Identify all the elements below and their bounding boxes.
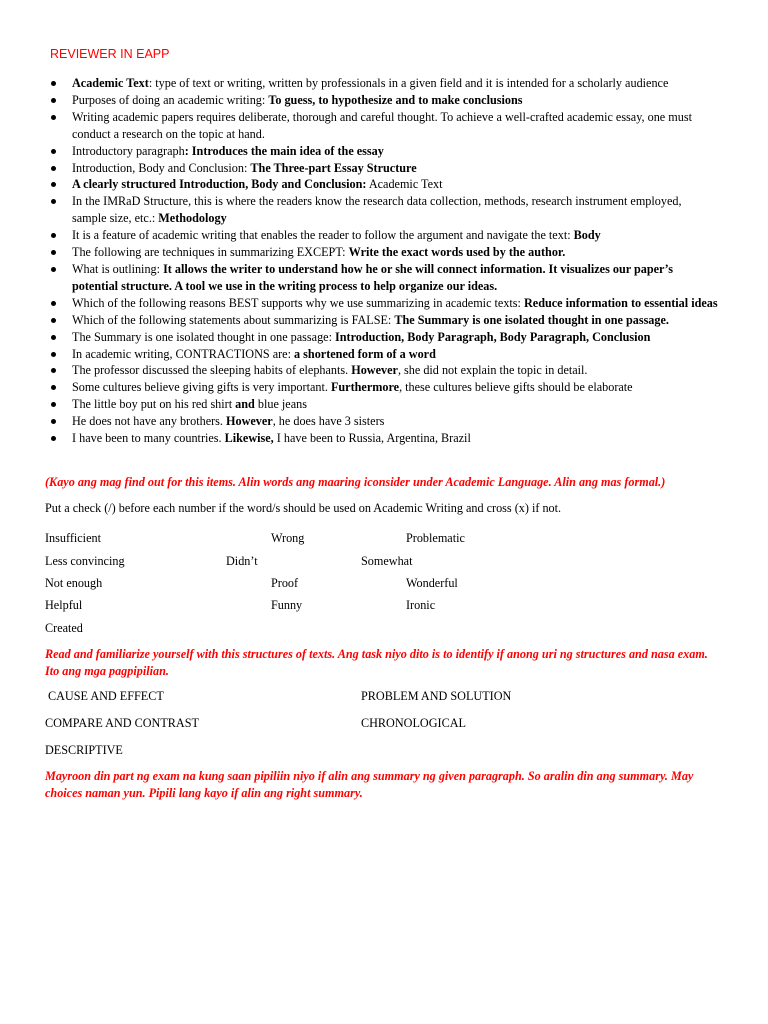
bullet-bold-text: Furthermore — [330, 380, 400, 395]
bullet-text: , these cultures believe gifts should be elaborate — [399, 380, 633, 395]
bullet-text: Which of the following reasons BEST supports why we use summarizing in academic texts: — [72, 295, 524, 310]
bullet-text: What is outlining: — [72, 261, 164, 276]
bullet-item — [72, 75, 718, 92]
word-item: Helpful — [45, 598, 83, 612]
bullet-text: The following are techniques in summarizing EXCEPT: — [72, 245, 349, 260]
bullet-text: blue jeans — [254, 397, 307, 412]
bullet-item — [72, 160, 718, 177]
bullet-text: Academic Text — [366, 177, 443, 192]
bullet-item — [72, 312, 718, 329]
structure-item: DESCRIPTIVE — [45, 743, 123, 757]
word-item: Wonderful — [406, 576, 458, 590]
bullet-text: Introduction, Body and Conclusion: — [72, 160, 251, 175]
bullet-bold-text: : Introduces the main idea of the essay — [184, 143, 384, 158]
bullet-bold-text: A clearly structured Introduction, Body and Conclusion: — [72, 177, 367, 192]
bullet-text: Purposes of doing an academic writing: — [72, 92, 269, 107]
bullet-item — [72, 176, 718, 193]
bullet-text: Some cultures believe giving gifts is very important. — [72, 380, 331, 395]
bullet-item — [72, 244, 718, 261]
reviewer-bullet-list — [72, 75, 718, 447]
bullet-item — [72, 430, 718, 447]
bullet-bold-text: Methodology — [158, 211, 227, 226]
word-item: Insufficient — [45, 531, 101, 545]
check-instruction: Put a check (/) before each number if the word/s should be used on Academic Writing and cross (x) if not. — [45, 501, 562, 515]
bullet-text: I have been to many countries. — [72, 431, 225, 446]
bullet-bold-text: However — [351, 363, 398, 378]
bullet-bold-text: Likewise, — [224, 431, 274, 446]
bullet-item — [72, 379, 718, 396]
word-item: Less convincing — [45, 554, 125, 568]
bullet-item — [72, 329, 718, 346]
word-item: Somewhat — [361, 554, 413, 568]
bullet-bold-text: Write the exact words used by the author. — [348, 245, 566, 260]
bullet-item — [72, 362, 718, 379]
word-item: Not enough — [45, 576, 103, 590]
word-item: Didn’t — [226, 554, 258, 568]
bullet-item — [72, 396, 718, 413]
structure-item: PROBLEM AND SOLUTION — [361, 689, 512, 703]
bullet-text: The Summary is one isolated thought in one passage: — [72, 329, 336, 344]
bullet-text: The professor discussed the sleeping habits of elephants. — [72, 363, 352, 378]
bullet-item — [72, 109, 718, 143]
bullet-bold-text: It allows the writer to understand how he or she will connect information. It visualizes our paper’s potential structure. A tool we use in the writing process to help organize our ideas. — [72, 261, 674, 293]
note-text-structures: Read and familiarize yourself with this structures of texts. Ang task niyo dito is to identify if anong uri ng structures and nasa exam. Ito ang mga pagpipilian. — [45, 647, 708, 678]
bullet-bold-text: Body — [573, 228, 601, 243]
bullet-item — [72, 295, 718, 312]
bullet-text: Writing academic papers requires deliberate, thorough and careful thought. To achieve a well-crafted academic essay, one must conduct a research on the topic at hand. — [72, 109, 692, 141]
bullet-bold-text: Academic Text — [72, 76, 149, 90]
bullet-item — [72, 346, 718, 363]
bullet-item — [72, 413, 718, 430]
bullet-bold-text: Introduction, Body Paragraph, Body Paragraph, Conclusion — [335, 329, 651, 344]
document-title: REVIEWER IN EAPP — [50, 47, 170, 61]
bullet-text: Which of the following statements about summarizing is FALSE: — [72, 312, 395, 327]
bullet-text: It is a feature of academic writing that enables the reader to follow the argument and navigate the text: — [72, 228, 574, 243]
bullet-text: Introductory paragraph — [72, 143, 185, 158]
note-academic-language: (Kayo ang mag find out for this items. Alin words ang maaring iconsider under Academic Language. Alin ang mas formal.) — [45, 475, 666, 489]
bullet-text: The little boy put on his red shirt — [72, 397, 236, 412]
note-summary: Mayroon din part ng exam na kung saan pipiliin niyo if alin ang summary ng given paragraph. So aralin din ang summary. May choices naman yun. Pipili lang kayo if alin ang right summary. — [45, 769, 694, 800]
word-item: Proof — [271, 576, 299, 590]
word-item: Problematic — [406, 531, 465, 545]
bullet-text: , she did not explain the topic in detail. — [397, 363, 588, 378]
structure-item: COMPARE AND CONTRAST — [45, 716, 199, 730]
bullet-text: : type of text or writing, written by professionals in a given field and it is intended for a scholarly audience — [148, 76, 669, 90]
bullet-bold-text: However — [226, 414, 273, 429]
structure-item: CHRONOLOGICAL — [361, 716, 466, 730]
bullet-item — [72, 227, 718, 244]
bullet-bold-text: Reduce information to essential ideas — [523, 295, 718, 310]
bullet-item — [72, 193, 718, 227]
bullet-item — [72, 92, 718, 109]
bullet-item — [72, 143, 718, 160]
bullet-bold-text: and — [235, 397, 255, 412]
bullet-text: In academic writing, CONTRACTIONS are: — [72, 346, 295, 361]
bullet-bold-text: The Summary is one isolated thought in one passage. — [394, 312, 669, 327]
bullet-text: I have been to Russia, Argentina, Brazil — [273, 431, 471, 446]
word-item: Ironic — [406, 598, 436, 612]
word-item: Funny — [271, 598, 303, 612]
bullet-text: He does not have any brothers. — [72, 414, 226, 429]
bullet-bold-text: The Three-part Essay Structure — [250, 160, 417, 175]
structure-item: CAUSE AND EFFECT — [48, 689, 164, 703]
word-item: Created — [45, 621, 83, 635]
bullet-bold-text: To guess, to hypothesize and to make conclusions — [268, 92, 523, 107]
bullet-text: In the IMRaD Structure, this is where the readers know the research data collection, methods, research instrument employed, sample size, etc.: — [72, 194, 682, 226]
word-item: Wrong — [271, 531, 305, 545]
bullet-item — [72, 261, 718, 295]
bullet-bold-text: a shortened form of a word — [294, 346, 436, 361]
bullet-text: , he does have 3 sisters — [272, 414, 385, 429]
